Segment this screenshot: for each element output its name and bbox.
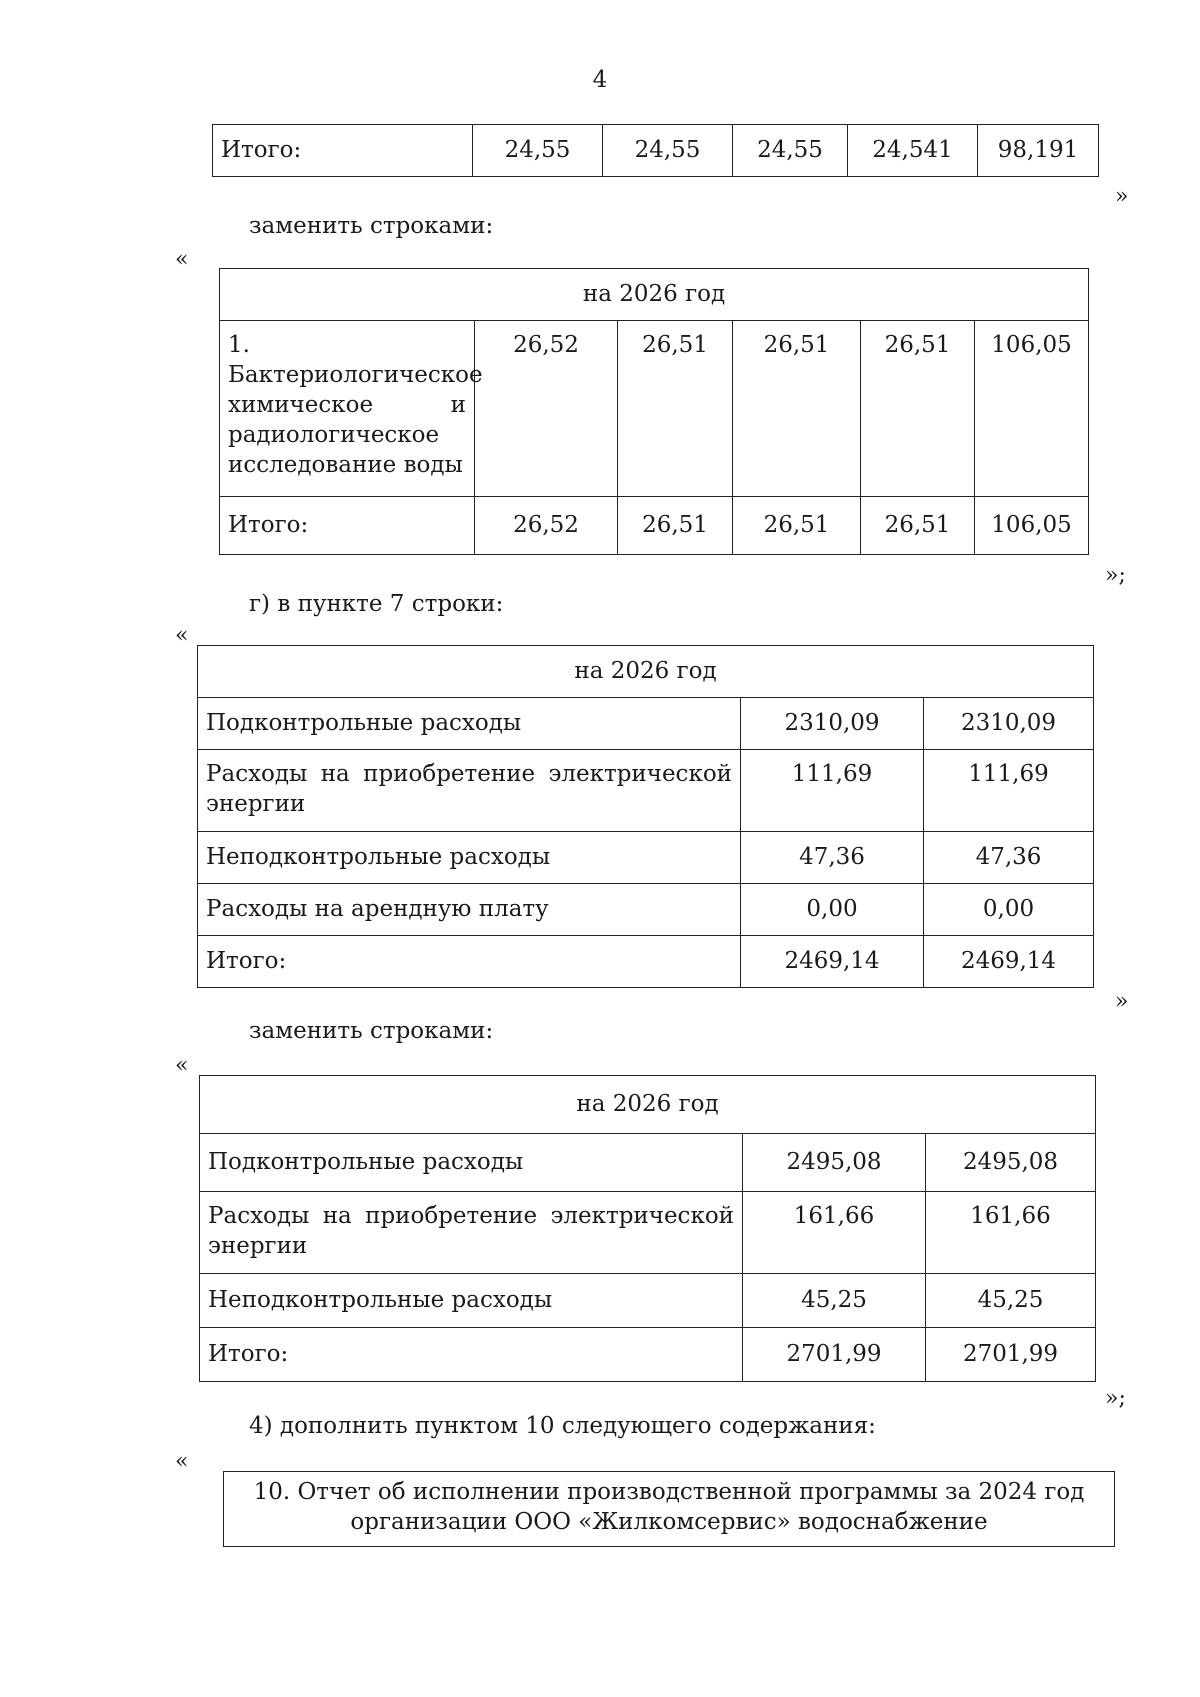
- cell-value: 111,69: [924, 750, 1094, 832]
- table-header-row: [200, 1076, 1096, 1134]
- cell-value: 2469,14: [924, 936, 1094, 988]
- row-label: Итого:: [200, 1328, 743, 1382]
- table-row: [198, 698, 1094, 750]
- table-row: [198, 750, 1094, 832]
- row-label-line: Бактериологическое: [228, 361, 483, 388]
- cell-value: 26,51: [861, 321, 975, 497]
- cell-value: 26,51: [861, 497, 975, 555]
- cell-value: 161,66: [743, 1192, 926, 1274]
- row-label-line: 1.: [228, 332, 250, 358]
- cell-value: 26,51: [618, 497, 733, 555]
- cell-value: 24,541: [848, 125, 978, 177]
- row-label: Итого:: [213, 125, 473, 177]
- table-row: [198, 936, 1094, 988]
- cell-value: 47,36: [741, 832, 924, 884]
- table-header: на 2026 год: [200, 1076, 1096, 1134]
- table-header-row: [220, 269, 1089, 321]
- page-number: 4: [592, 67, 608, 93]
- cell-value: 2701,99: [743, 1328, 926, 1382]
- cell-value: 2495,08: [743, 1134, 926, 1192]
- table-row: [220, 321, 1089, 497]
- replace-text: заменить строками:: [249, 1018, 494, 1044]
- cell-value: 2469,14: [741, 936, 924, 988]
- cell-value: 161,66: [926, 1192, 1096, 1274]
- table-row: [200, 1274, 1096, 1328]
- table-2026-expenses-old: [197, 645, 1094, 988]
- row-label-line: энергии: [206, 790, 306, 817]
- section-10-title-line: 10. Отчет об исполнении производственной программы за 2024 год: [253, 1479, 1085, 1505]
- row-label-word: и: [450, 391, 466, 418]
- cell-value: 2310,09: [741, 698, 924, 750]
- table-row: [200, 1328, 1096, 1382]
- row-label-line: Расходы на приобретение электрической: [208, 1203, 734, 1229]
- close-quote: »;: [1105, 1386, 1126, 1411]
- row-label: Итого:: [220, 497, 475, 555]
- table-header: на 2026 год: [220, 269, 1089, 321]
- table-row: [200, 1134, 1096, 1192]
- open-quote: «: [175, 1449, 189, 1474]
- close-quote: »: [1115, 184, 1129, 209]
- cell-value: 2310,09: [924, 698, 1094, 750]
- row-label-line: радиологическое: [228, 421, 440, 448]
- table-total-old: [212, 124, 1099, 177]
- row-label: Расходы на арендную плату: [198, 884, 741, 936]
- cell-value: 2701,99: [926, 1328, 1096, 1382]
- cell-value: 26,51: [733, 321, 861, 497]
- row-label: Неподконтрольные расходы: [200, 1274, 743, 1328]
- table-2026-expenses-new: [199, 1075, 1096, 1382]
- section-10-title-line: организации ООО «Жилкомсервис» водоснабжение: [350, 1508, 988, 1535]
- close-quote: »;: [1105, 563, 1126, 588]
- row-label: [198, 750, 741, 832]
- table-2026-water-analysis: [219, 268, 1089, 555]
- cell-value: 111,69: [741, 750, 924, 832]
- open-quote: «: [175, 1053, 189, 1078]
- table-row: [220, 497, 1089, 555]
- row-label-line: исследование воды: [228, 451, 463, 478]
- row-label-line: [228, 391, 466, 421]
- row-label: Итого:: [198, 936, 741, 988]
- cell-value: 26,51: [733, 497, 861, 555]
- row-label-word: химическое: [228, 391, 374, 418]
- cell-value: 24,55: [733, 125, 848, 177]
- cell-value: 98,191: [978, 125, 1099, 177]
- row-label: Неподконтрольные расходы: [198, 832, 741, 884]
- cell-value: 26,52: [475, 321, 618, 497]
- cell-value: 45,25: [926, 1274, 1096, 1328]
- section-10-title-box: [223, 1471, 1115, 1547]
- table-row: [200, 1192, 1096, 1274]
- open-quote: «: [175, 623, 189, 648]
- row-label-line: энергии: [208, 1232, 308, 1259]
- point-g-text: г) в пункте 7 строки:: [249, 591, 504, 617]
- cell-value: 24,55: [473, 125, 603, 177]
- open-quote: «: [175, 247, 189, 272]
- cell-value: 47,36: [924, 832, 1094, 884]
- table-row: [198, 884, 1094, 936]
- point-4-text: 4) дополнить пунктом 10 следующего содержания:: [249, 1413, 876, 1439]
- row-label: Подконтрольные расходы: [198, 698, 741, 750]
- row-label: Подконтрольные расходы: [200, 1134, 743, 1192]
- cell-value: 24,55: [603, 125, 733, 177]
- table-row: [198, 832, 1094, 884]
- table-header: на 2026 год: [198, 646, 1094, 698]
- cell-value: 26,52: [475, 497, 618, 555]
- cell-value: 106,05: [975, 321, 1089, 497]
- row-label: [220, 321, 483, 497]
- cell-value: 0,00: [924, 884, 1094, 936]
- table-row: [213, 125, 1099, 177]
- row-label-line: Расходы на приобретение электрической: [206, 761, 732, 787]
- cell-value: 106,05: [975, 497, 1089, 555]
- cell-value: 45,25: [743, 1274, 926, 1328]
- cell-value: 2495,08: [926, 1134, 1096, 1192]
- table-header-row: [198, 646, 1094, 698]
- cell-value: 26,51: [618, 321, 733, 497]
- close-quote: »: [1115, 989, 1129, 1014]
- cell-value: 0,00: [741, 884, 924, 936]
- row-label: [200, 1192, 743, 1274]
- replace-text: заменить строками:: [249, 213, 494, 239]
